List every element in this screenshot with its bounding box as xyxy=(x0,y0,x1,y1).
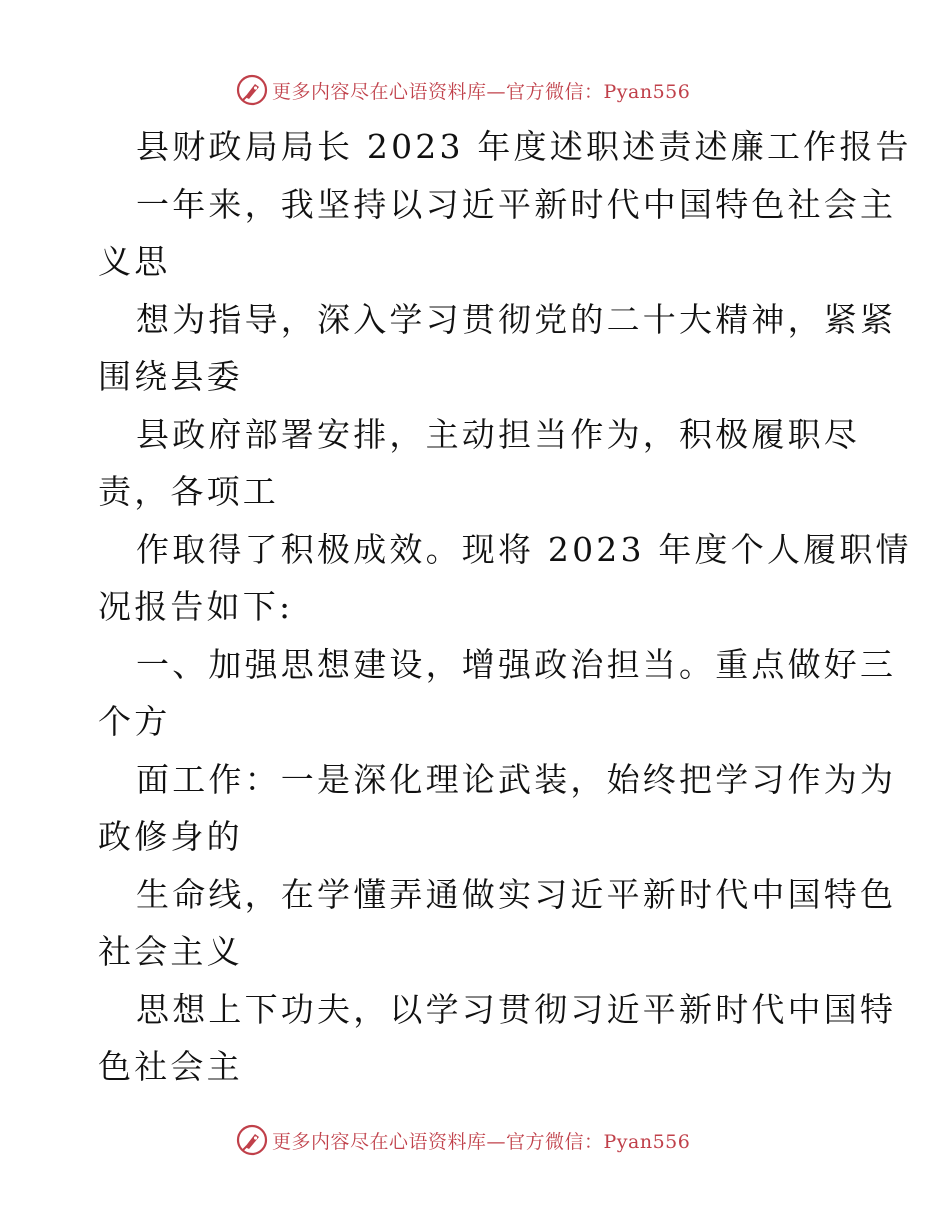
header-watermark xyxy=(236,72,716,108)
watermark-text: 更多内容尽在心语资料库—官方微信：Pyan556 xyxy=(272,80,691,103)
pen-nib-seal-icon xyxy=(236,74,268,106)
pen-nib-seal-icon xyxy=(236,1124,268,1156)
watermark-text: 更多内容尽在心语资料库—官方微信：Pyan556 xyxy=(272,1130,691,1153)
text-line: 面工作：一是深化理论武装，始终把学习作为为 xyxy=(136,759,897,799)
text-line: 义思 xyxy=(98,242,171,281)
text-line: 况报告如下: xyxy=(98,587,294,626)
text-line: 生命线，在学懂弄通做实习近平新时代中国特色 xyxy=(136,874,897,914)
text-line: 个方 xyxy=(98,702,171,741)
document-body xyxy=(98,118,912,1096)
text-line: 责，各项工 xyxy=(98,472,279,511)
text-line: 围绕县委 xyxy=(98,357,243,396)
footer-watermark xyxy=(236,1122,716,1158)
text-line: 一、加强思想建设，增强政治担当。重点做好三 xyxy=(136,644,897,684)
text-line: 县财政局局长 2023 年度述职述责述廉工作报告 xyxy=(136,127,912,166)
text-line: 作取得了积极成效。现将 2023 年度个人履职情 xyxy=(136,529,912,569)
text-line: 色社会主 xyxy=(98,1047,243,1086)
text-line: 想为指导，深入学习贯彻党的二十大精神，紧紧 xyxy=(136,299,897,339)
text-line: 思想上下功夫，以学习贯彻习近平新时代中国特 xyxy=(136,989,897,1029)
text-line: 县政府部署安排，主动担当作为，积极履职尽 xyxy=(136,414,860,454)
text-line: 政修身的 xyxy=(98,817,243,856)
text-line: 社会主义 xyxy=(98,932,243,971)
text-line: 一年来，我坚持以习近平新时代中国特色社会主 xyxy=(136,184,897,224)
